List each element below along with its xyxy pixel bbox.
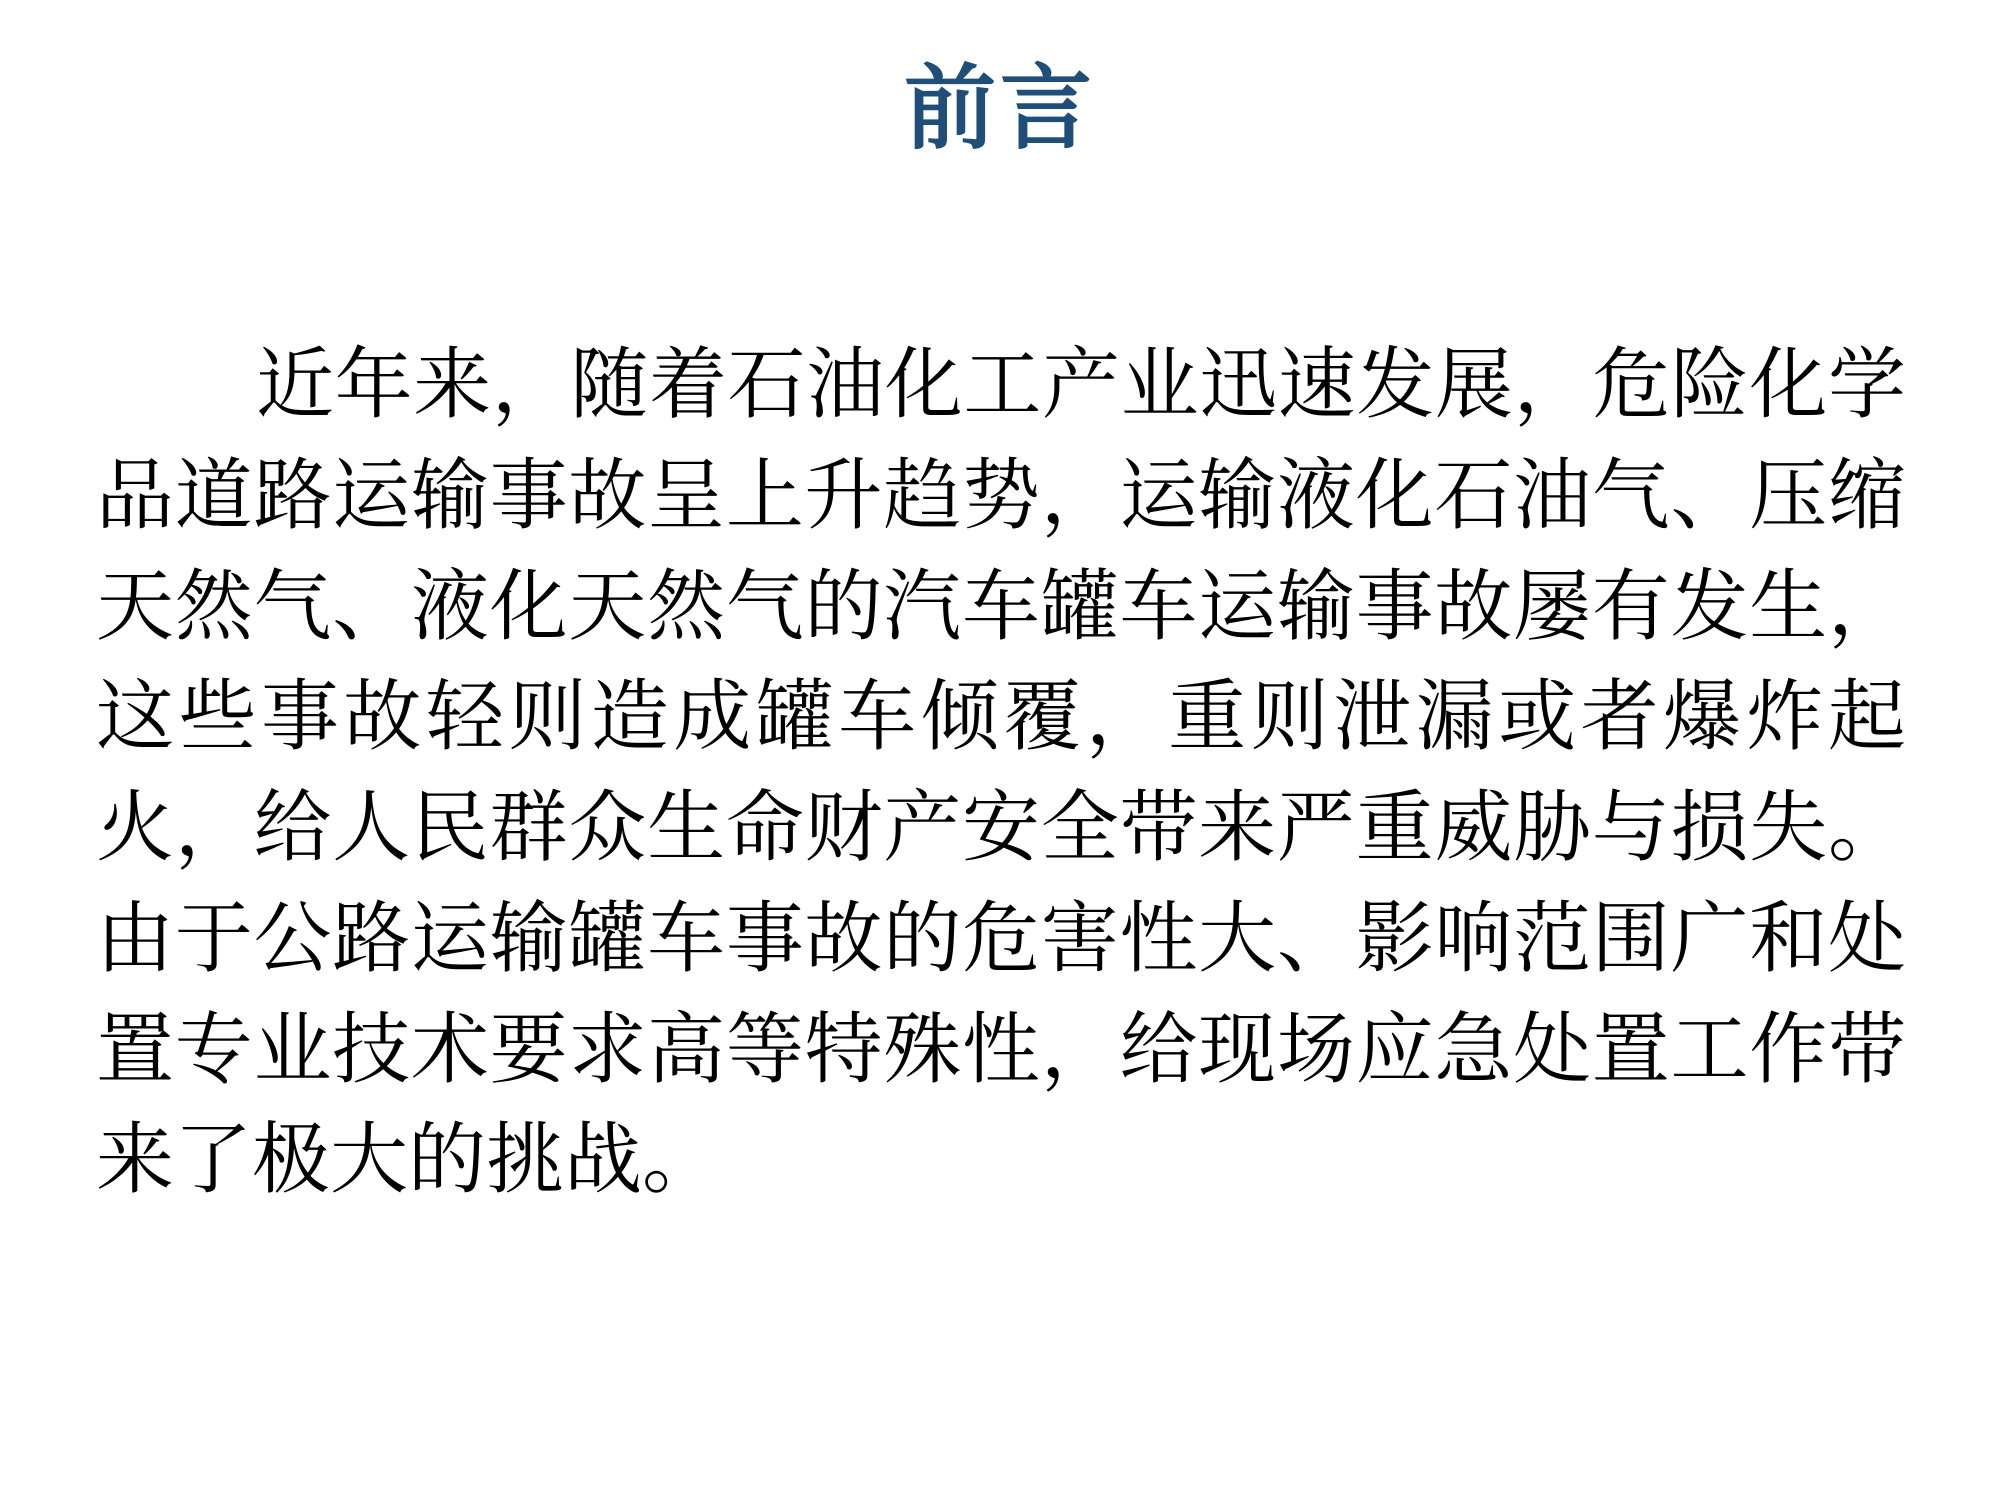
slide-body [96, 330, 1906, 1216]
body-paragraph: 近年来，随着石油化工产业迅速发展，危险化学品道路运输事故呈上升趋势，运输液化石油气、压缩天然气、液化天然气的汽车罐车运输事故屡有发生，这些事故轻则造成罐车倾覆，重则泄漏或者爆炸起火，给人民群众生命财产安全带来严重威胁与损失。由于公路运输罐车事故的危害性大、影响范围广和处置专业技术要求高等特殊性，给现场应急处置工作带来了极大的挑战。 [96, 341, 1906, 1204]
page-title: 前言 [903, 55, 1096, 162]
